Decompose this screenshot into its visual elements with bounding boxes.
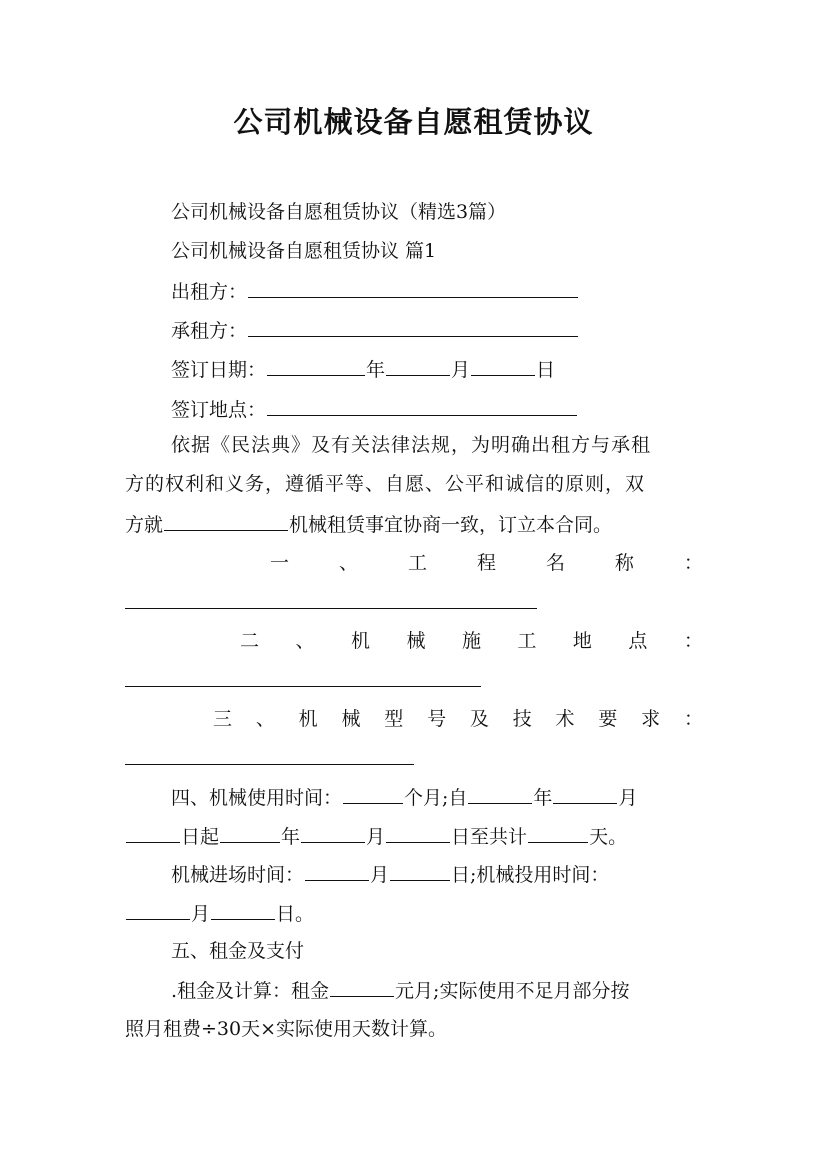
s1-char: 名 (545, 552, 565, 574)
sign-date-line (125, 355, 749, 384)
para1-line3 (125, 510, 703, 539)
use-month-blank (126, 899, 190, 920)
section3-heading (125, 705, 703, 733)
s1-char: 、 (338, 552, 358, 574)
s3-char: ： (683, 708, 703, 730)
s4-label: 四、机械使用时间： (171, 787, 343, 809)
para1-line2: 方的权利和义务，遵循平等、自愿、公平和诚信的原则，双 (125, 473, 646, 495)
s1-char: 称 (614, 552, 634, 574)
sign-place-blank (267, 395, 577, 416)
from-day-blank (126, 822, 180, 843)
s2-char: 地 (572, 630, 592, 652)
total-days-blank (528, 822, 588, 843)
sign-month-blank (386, 355, 450, 376)
sign-day-blank (471, 355, 535, 376)
s3-char: 技 (512, 708, 532, 730)
lessor-line (125, 277, 749, 306)
s2-char: 二 (240, 630, 260, 652)
sign-date-label: 签订日期： (171, 359, 267, 381)
s4-text: 年 (281, 826, 301, 848)
sign-place-label: 签订地点： (171, 399, 267, 421)
site-blank (125, 686, 481, 687)
day-label: 日 (536, 359, 556, 381)
lessor-label: 出租方： (171, 281, 248, 303)
rent-line2: 照月租费÷30天×实际使用天数计算。 (125, 1018, 448, 1040)
lessee-label: 承租方： (171, 320, 248, 342)
rent-text: 元月;实际使用不足月部分按 (395, 980, 630, 1002)
project-name-blank (125, 608, 537, 609)
sign-place-line (125, 395, 749, 424)
use-day-blank (211, 899, 275, 920)
lessee-blank (248, 316, 578, 337)
s2-char: 工 (517, 630, 537, 652)
sign-year-blank (267, 355, 365, 376)
entry-line2 (125, 899, 703, 928)
s3-char: 术 (555, 708, 575, 730)
para1-l3-start: 方就 (125, 514, 164, 536)
section5-heading: 五、租金及支付 (171, 940, 305, 962)
s3-char: 机 (298, 708, 318, 730)
s1-char: 程 (476, 552, 496, 574)
s3-char: 械 (341, 708, 361, 730)
document-title: 公司机械设备自愿租赁协议 (233, 105, 594, 139)
s2-char: 机 (350, 630, 370, 652)
to-month-blank (301, 822, 365, 843)
s4-text: 个月;自 (404, 787, 468, 809)
entry-text: 日;机械投用时间： (451, 864, 610, 886)
s2-char: ： (683, 630, 703, 652)
to-day-blank (386, 822, 450, 843)
section1-heading (125, 549, 703, 577)
s3-char: 、 (255, 708, 275, 730)
entry-text: 月 (191, 903, 211, 925)
section2-heading (125, 627, 703, 655)
s4-text: 天。 (589, 826, 628, 848)
s2-char: 点 (628, 630, 648, 652)
s3-char: 求 (641, 708, 661, 730)
s4-text: 日起 (181, 826, 220, 848)
from-year-blank (468, 783, 532, 804)
subtitle: 公司机械设备自愿租赁协议（精选3篇） (171, 201, 507, 223)
months-blank (343, 783, 403, 804)
rent-text: .租金及计算：租金 (171, 980, 330, 1002)
s1-char: 工 (407, 552, 427, 574)
lessee-line (125, 316, 749, 345)
s4-text: 月 (618, 787, 638, 809)
s3-char: 三 (213, 708, 233, 730)
para1-line1: 依据《民法典》及有关法律法规，为明确出租方与承租 (171, 434, 652, 456)
part-heading: 公司机械设备自愿租赁协议 篇1 (171, 240, 437, 262)
s1-char: ： (683, 552, 703, 574)
s4-text: 日至共计 (451, 826, 528, 848)
lessor-blank (248, 277, 578, 298)
entry-label: 机械进场时间： (171, 864, 305, 886)
year-label: 年 (366, 359, 386, 381)
s3-char: 号 (427, 708, 447, 730)
rent-line1 (125, 976, 749, 1005)
rent-amount-blank (330, 976, 394, 997)
from-month-blank (553, 783, 617, 804)
s3-char: 及 (469, 708, 489, 730)
to-year-blank (220, 822, 280, 843)
s2-char: 施 (461, 630, 481, 652)
entry-month-blank (305, 860, 369, 881)
entry-day-blank (390, 860, 450, 881)
s4-text: 年 (533, 787, 553, 809)
s3-char: 要 (598, 708, 618, 730)
entry-text: 日。 (276, 903, 315, 925)
entry-text: 月 (370, 864, 390, 886)
para1-l3-end: 机械租赁事宜协商一致，订立本合同。 (289, 514, 613, 536)
entry-line1 (125, 860, 749, 889)
machine-name-blank (164, 510, 288, 531)
s3-char: 型 (384, 708, 404, 730)
month-label: 月 (451, 359, 471, 381)
model-blank (125, 764, 414, 765)
s4-text: 月 (366, 826, 386, 848)
section4-line1 (125, 783, 749, 812)
s2-char: 、 (295, 630, 315, 652)
s2-char: 械 (406, 630, 426, 652)
s1-char: 一 (270, 552, 290, 574)
section4-line2 (125, 822, 703, 851)
